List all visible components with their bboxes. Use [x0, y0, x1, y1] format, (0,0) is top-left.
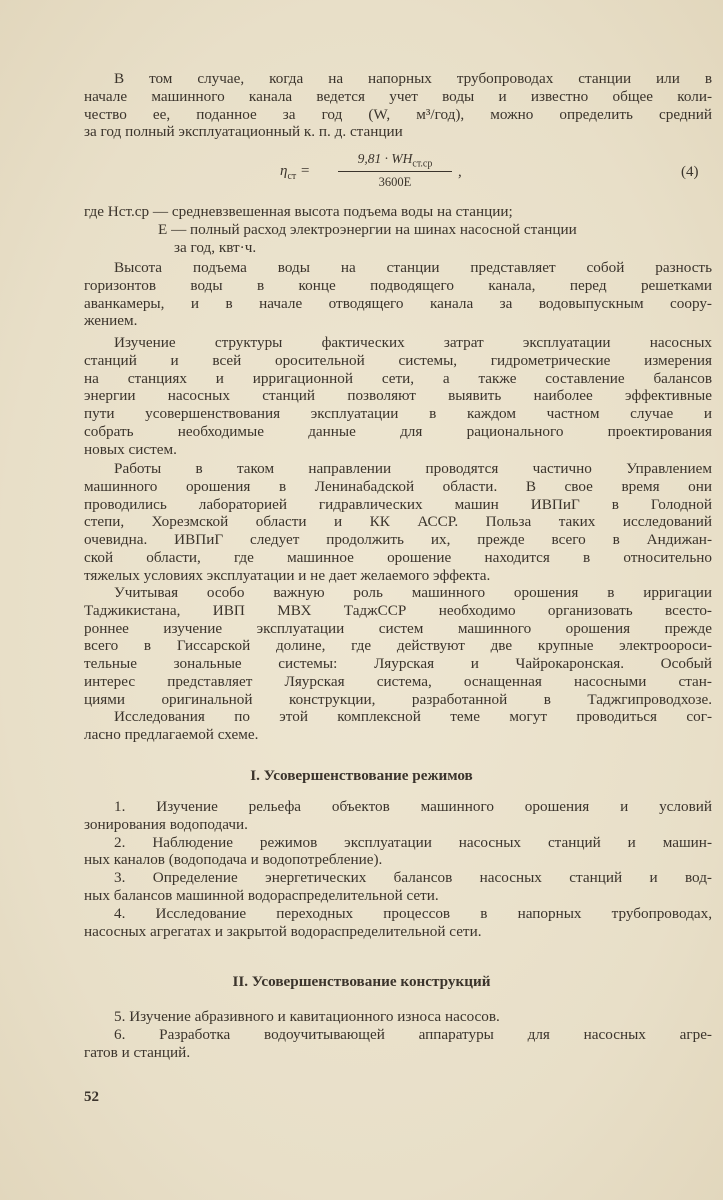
- text-line: 1. Изучение рельефа объектов машинного орошения и условий: [114, 798, 712, 815]
- fraction-bar: [338, 171, 452, 172]
- text-line: Высота подъема воды на станции представляет собой разность: [114, 259, 712, 276]
- formula-comma: ,: [458, 164, 462, 180]
- list-constructions: [84, 1008, 712, 1061]
- formula-lhs: $\eta_{ст}$ =: [280, 163, 311, 182]
- text-line: ных каналов (водоподача и водопотребление).: [84, 851, 383, 869]
- text-line: интерес представляет Ляурская система, оснащенная насосными стан-: [84, 672, 712, 690]
- text-line: роннее изучение эксплуатации систем машинного орошения прежде: [84, 619, 712, 637]
- paragraph-where: [84, 203, 712, 256]
- text-line: 4. Исследование переходных процессов в напорных трубопроводах,: [114, 904, 712, 922]
- text-line: зонирования водоподачи.: [84, 815, 248, 833]
- section-heading-2: II. Усовершенствование конструкций: [232, 973, 491, 990]
- formula-denominator: 3600E: [378, 175, 412, 189]
- text-line: горизонтов воды в конце подводящего канала, перед решетками: [84, 276, 712, 294]
- text-line: Учитывая особо важную роль машинного орошения в ирригации: [114, 584, 712, 601]
- text-line: новых систем.: [84, 440, 177, 458]
- text-line: В том случае, когда на напорных трубопроводах станции или в: [114, 70, 712, 87]
- text-line: E — полный расход электроэнергии на шинах насосной станции: [158, 220, 577, 238]
- text-line: ных балансов машинной водораспределительной сети.: [84, 886, 439, 904]
- paragraph-tajikistan: [84, 584, 712, 709]
- text-line: циями оригинальной конструкции, разработанной в Таджгипроводхозе.: [84, 690, 712, 708]
- text-line: 6. Разработка водоучитывающей аппаратуры для насосных агре-: [114, 1025, 712, 1043]
- paragraph-structure: [84, 334, 712, 459]
- text-line: тельные зональные системы: Ляурская и Чайрокаронская. Особый: [84, 655, 712, 673]
- text-line: Изучение структуры фактических затрат эксплуатации насосных: [114, 334, 712, 351]
- text-line: Исследования по этой комплексной теме могут проводиться сог-: [114, 708, 712, 725]
- text-line: пути усовершенствования эксплуатации в каждом частном случае и: [84, 405, 712, 423]
- text-line: гатов и станций.: [84, 1043, 191, 1061]
- text-line: где Hст.ср — средневзвешенная высота подъема воды на станции;: [84, 203, 513, 220]
- text-line: машинного орошения в Ленинабадской области. В свое время они: [84, 477, 712, 495]
- text-line: собрать необходимые данные для рационального проектирования: [84, 422, 712, 440]
- text-line: Работы в таком направлении проводятся частично Управлением: [114, 460, 712, 477]
- text-line: Таджикистана, ИВП МВХ ТаджССР необходимо организовать всесто-: [84, 601, 712, 619]
- formula-numerator: $9,81 \cdot WH_{ст.ср}$: [357, 151, 433, 170]
- paragraph-height: [84, 259, 712, 330]
- text-line: станций и всей оросительной системы, гидрометрические измерения: [84, 351, 712, 369]
- text-line: насосных агрегатах и закрытой водораспределительной сети.: [84, 922, 482, 940]
- text-line: за год, квт·ч.: [174, 238, 257, 256]
- text-line: 2. Наблюдение режимов эксплуатации насосных станций и машин-: [114, 833, 712, 851]
- text-line: всего в Гиссарской долине, где действуют две крупные электроороси-: [84, 637, 712, 655]
- text-line: ласно предлагаемой схеме.: [84, 725, 259, 743]
- text-line: аванкамеры, и в начале отводящего канала за водовыпускным соору-: [84, 294, 712, 312]
- text-line: чество ее, поданное за год (W, м³/год), можно определить средний: [84, 105, 712, 123]
- page-number: 52: [84, 1089, 99, 1105]
- section-heading-1: I. Усовершенствование режимов: [250, 767, 473, 784]
- text-line: очевидна. ИВПиГ следует продолжить их, прежде всего в Андижан-: [84, 531, 712, 549]
- text-line: энергии насосных станций позволяют выявить наиболее эффективные: [84, 387, 712, 405]
- text-line: за год полный эксплуатационный к. п. д. станции: [84, 123, 403, 141]
- paragraph-works: [84, 460, 712, 585]
- text-line: ской области, где машинное орошение находится в относительно: [84, 548, 712, 566]
- paragraph-intro: [84, 70, 712, 141]
- text-line: проводились лабораторией гидравлических машин ИВПиГ в Голодной: [84, 495, 712, 513]
- text-line: на станциях и ирригационной сети, а также составление балансов: [84, 369, 712, 387]
- equation-number: (4): [681, 164, 699, 180]
- text-line: жением.: [84, 312, 138, 330]
- paragraph-research: [84, 708, 712, 744]
- text-line: начале машинного канала ведется учет воды и известно общее коли-: [84, 87, 712, 105]
- text-line: тяжелых условиях эксплуатации и не дает желаемого эффекта.: [84, 566, 491, 584]
- text-line: 3. Определение энергетических балансов насосных станций и вод-: [114, 869, 712, 887]
- list-modes: [84, 798, 712, 940]
- text-line: 5. Изучение абразивного и кавитационного износа насосов.: [114, 1008, 500, 1025]
- text-line: степи, Хорезмской области и КК АССР. Польза таких исследований: [84, 513, 712, 531]
- formula-efficiency: [0, 150, 723, 194]
